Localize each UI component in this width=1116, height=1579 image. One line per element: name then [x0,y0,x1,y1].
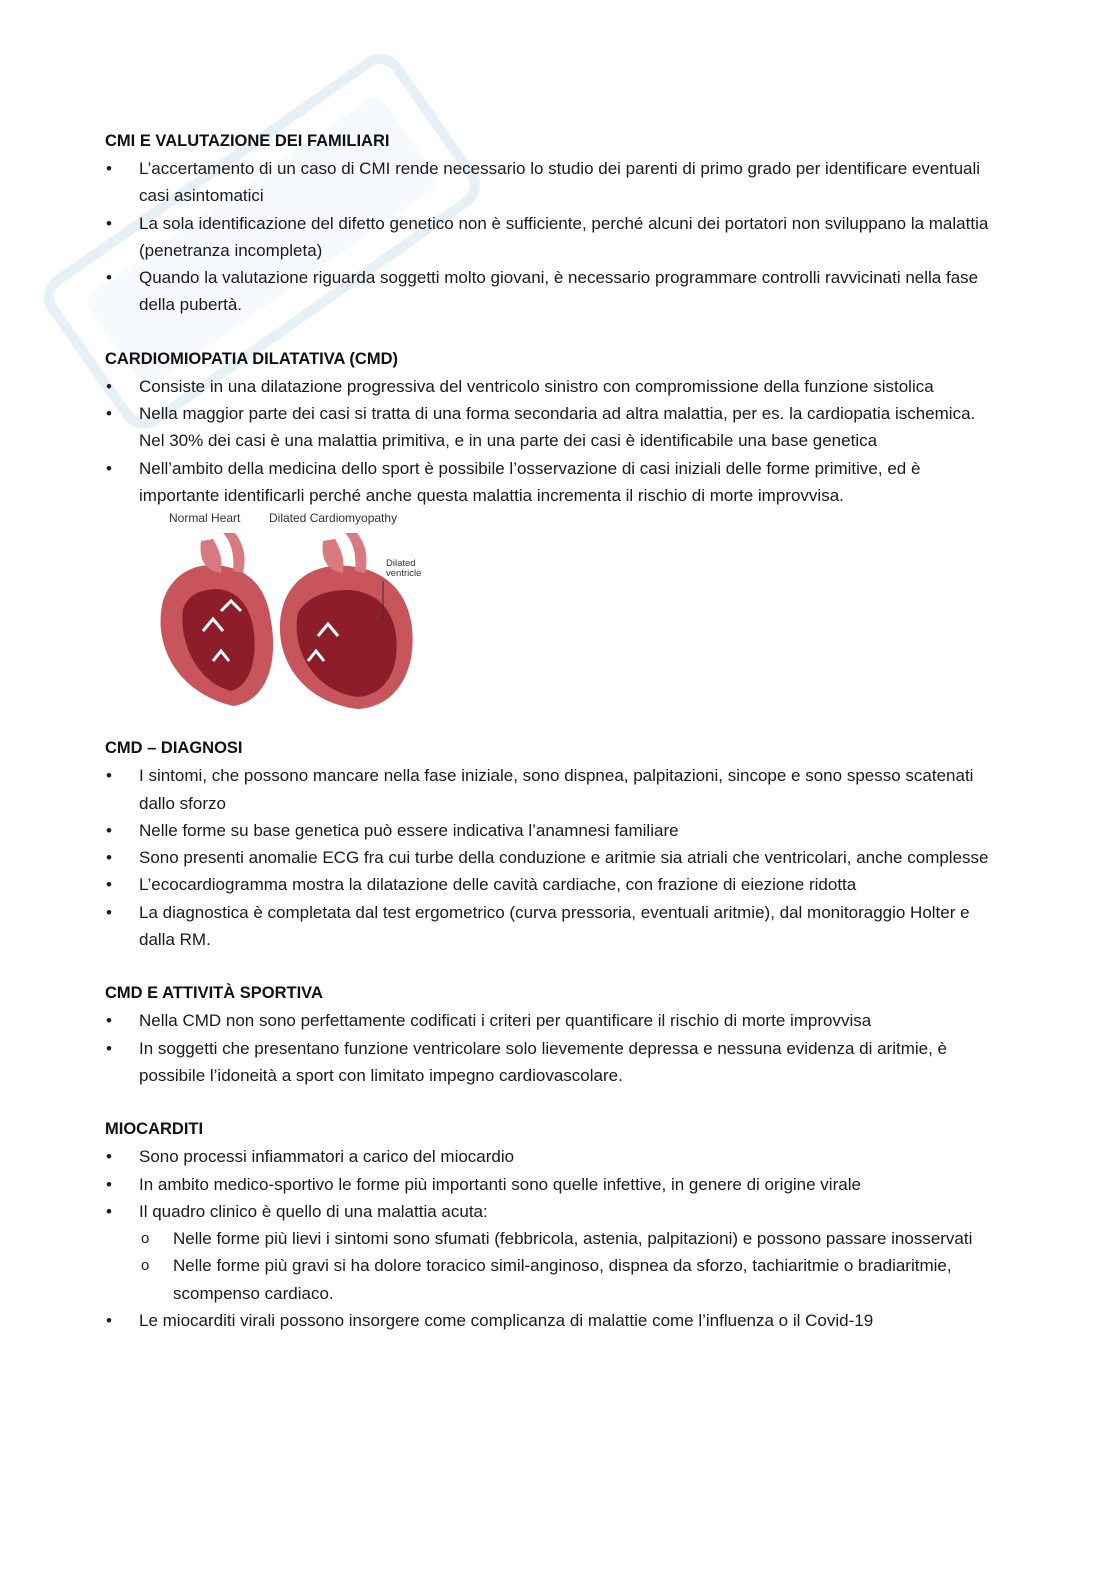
bullet-text: Il quadro clinico è quello di una malattia acuta: [139,1201,488,1221]
bullet-list [105,1007,1005,1089]
sub-bullet-item: o Nelle forme più lievi i sintomi sono sfumati (febbricola, astenia, palpitazioni) e possono passare inosservati [105,1225,1005,1252]
bullet-list [105,762,1005,953]
bullet-item: • L’accertamento di un caso di CMI rende necessario lo studio dei parenti di primo grado per identificare eventuali casi asintomatici [105,155,1005,210]
section-heading: CMI E VALUTAZIONE DEI FAMILIARI [105,132,390,150]
normal-heart-graphic [161,533,274,706]
bullet-list [105,1143,1005,1334]
bullet-item: • Nelle forme su base genetica può essere indicativa l’anamnesi familiare [105,817,1005,844]
bullet-item: • Nella CMD non sono perfettamente codificati i criteri per quantificare il rischio di morte improvvisa [105,1007,1005,1034]
heart-comparison-figure [143,511,433,711]
section-cmd-diagnosi [105,735,1005,953]
bullet-item: • Nella maggior parte dei casi si tratta di una forma secondaria ad altra malattia, per es. la cardiopatia ischemica. Nel 30% dei casi è una malattia primitiva, e in una parte dei casi è identificabile una base genetica [105,400,1005,455]
figure-label-ventricle: ventricle [386,568,422,580]
section-heading: CMD E ATTIVITÀ SPORTIVA [105,984,323,1003]
figure-caption-normal: Normal Heart [169,511,241,526]
bullet-item: • L’ecocardiogramma mostra la dilatazione delle cavità cardiache, con frazione di eiezione ridotta [105,871,1005,898]
bullet-item: • La diagnostica è completata dal test ergometrico (curva pressoria, eventuali aritmie), dal monitoraggio Holter e dalla RM. [105,899,1005,954]
bullet-item: • Sono presenti anomalie ECG fra cui turbe della conduzione e aritmie sia atriali che ventricolari, anche complesse [105,844,1005,871]
section-miocarditi [105,1116,1005,1334]
sub-bullet-item: o Nelle forme più gravi si ha dolore toracico simil-anginoso, dispnea da sforzo, tachiaritmie o bradiaritmie, scompenso cardiaco. [105,1252,1005,1307]
bullet-item-with-sublist [105,1198,1005,1307]
bullet-item: • Quando la valutazione riguarda soggetti molto giovani, è necessario programmare controlli ravvicinati nella fase della pubertà. [105,264,1005,319]
dilated-heart-graphic [280,533,413,709]
section-heading: CARDIOMIOPATIA DILATATIVA (CMD) [105,349,398,368]
sub-bullet-list [105,1225,1005,1307]
bullet-item: • I sintomi, che possono mancare nella fase iniziale, sono dispnea, palpitazioni, sincope e sono spesso scatenati dallo sforzo [105,762,1005,817]
bullet-item: • Sono processi infiammatori a carico del miocardio [105,1143,1005,1170]
section-heading: MIOCARDITI [105,1120,204,1139]
bullet-item: • Nell’ambito della medicina dello sport è possibile l’osservazione di casi iniziali delle forme primitive, ed è importante identificarli perché anche questa malattia incrementa il rischio di morte improvvisa. [105,455,1005,510]
bullet-item: • In ambito medico-sportivo le forme più importanti sono quelle infettive, in genere di origine virale [105,1171,1005,1198]
figure-caption-dilated: Dilated Cardiomyopathy [269,511,398,526]
figure-label-dilated: Dilated [386,558,416,570]
bullet-item: • Le miocarditi virali possono insorgere come complicanza di malattie come l’influenza o il Covid-19 [105,1307,1005,1334]
section-cmd-attivita-sportiva [105,980,1005,1089]
heart-illustration [143,511,433,711]
bullet-item: • La sola identificazione del difetto genetico non è sufficiente, perché alcuni dei portatori non sviluppano la malattia (penetranza incompleta) [105,210,1005,265]
bullet-list [105,373,1005,509]
bullet-item: • In soggetti che presentano funzione ventricolare solo lievemente depressa e nessuna evidenza di aritmie, è possibile l’idoneità a sport con limitato impegno cardiovascolare. [105,1035,1005,1090]
section-cmd [105,346,1005,509]
document-page [105,128,1005,1361]
section-cmi-familiari [105,128,1005,319]
bullet-item: • Consiste in una dilatazione progressiva del ventricolo sinistro con compromissione della funzione sistolica [105,373,1005,400]
bullet-list [105,155,1005,319]
section-heading: CMD – DIAGNOSI [105,739,243,758]
